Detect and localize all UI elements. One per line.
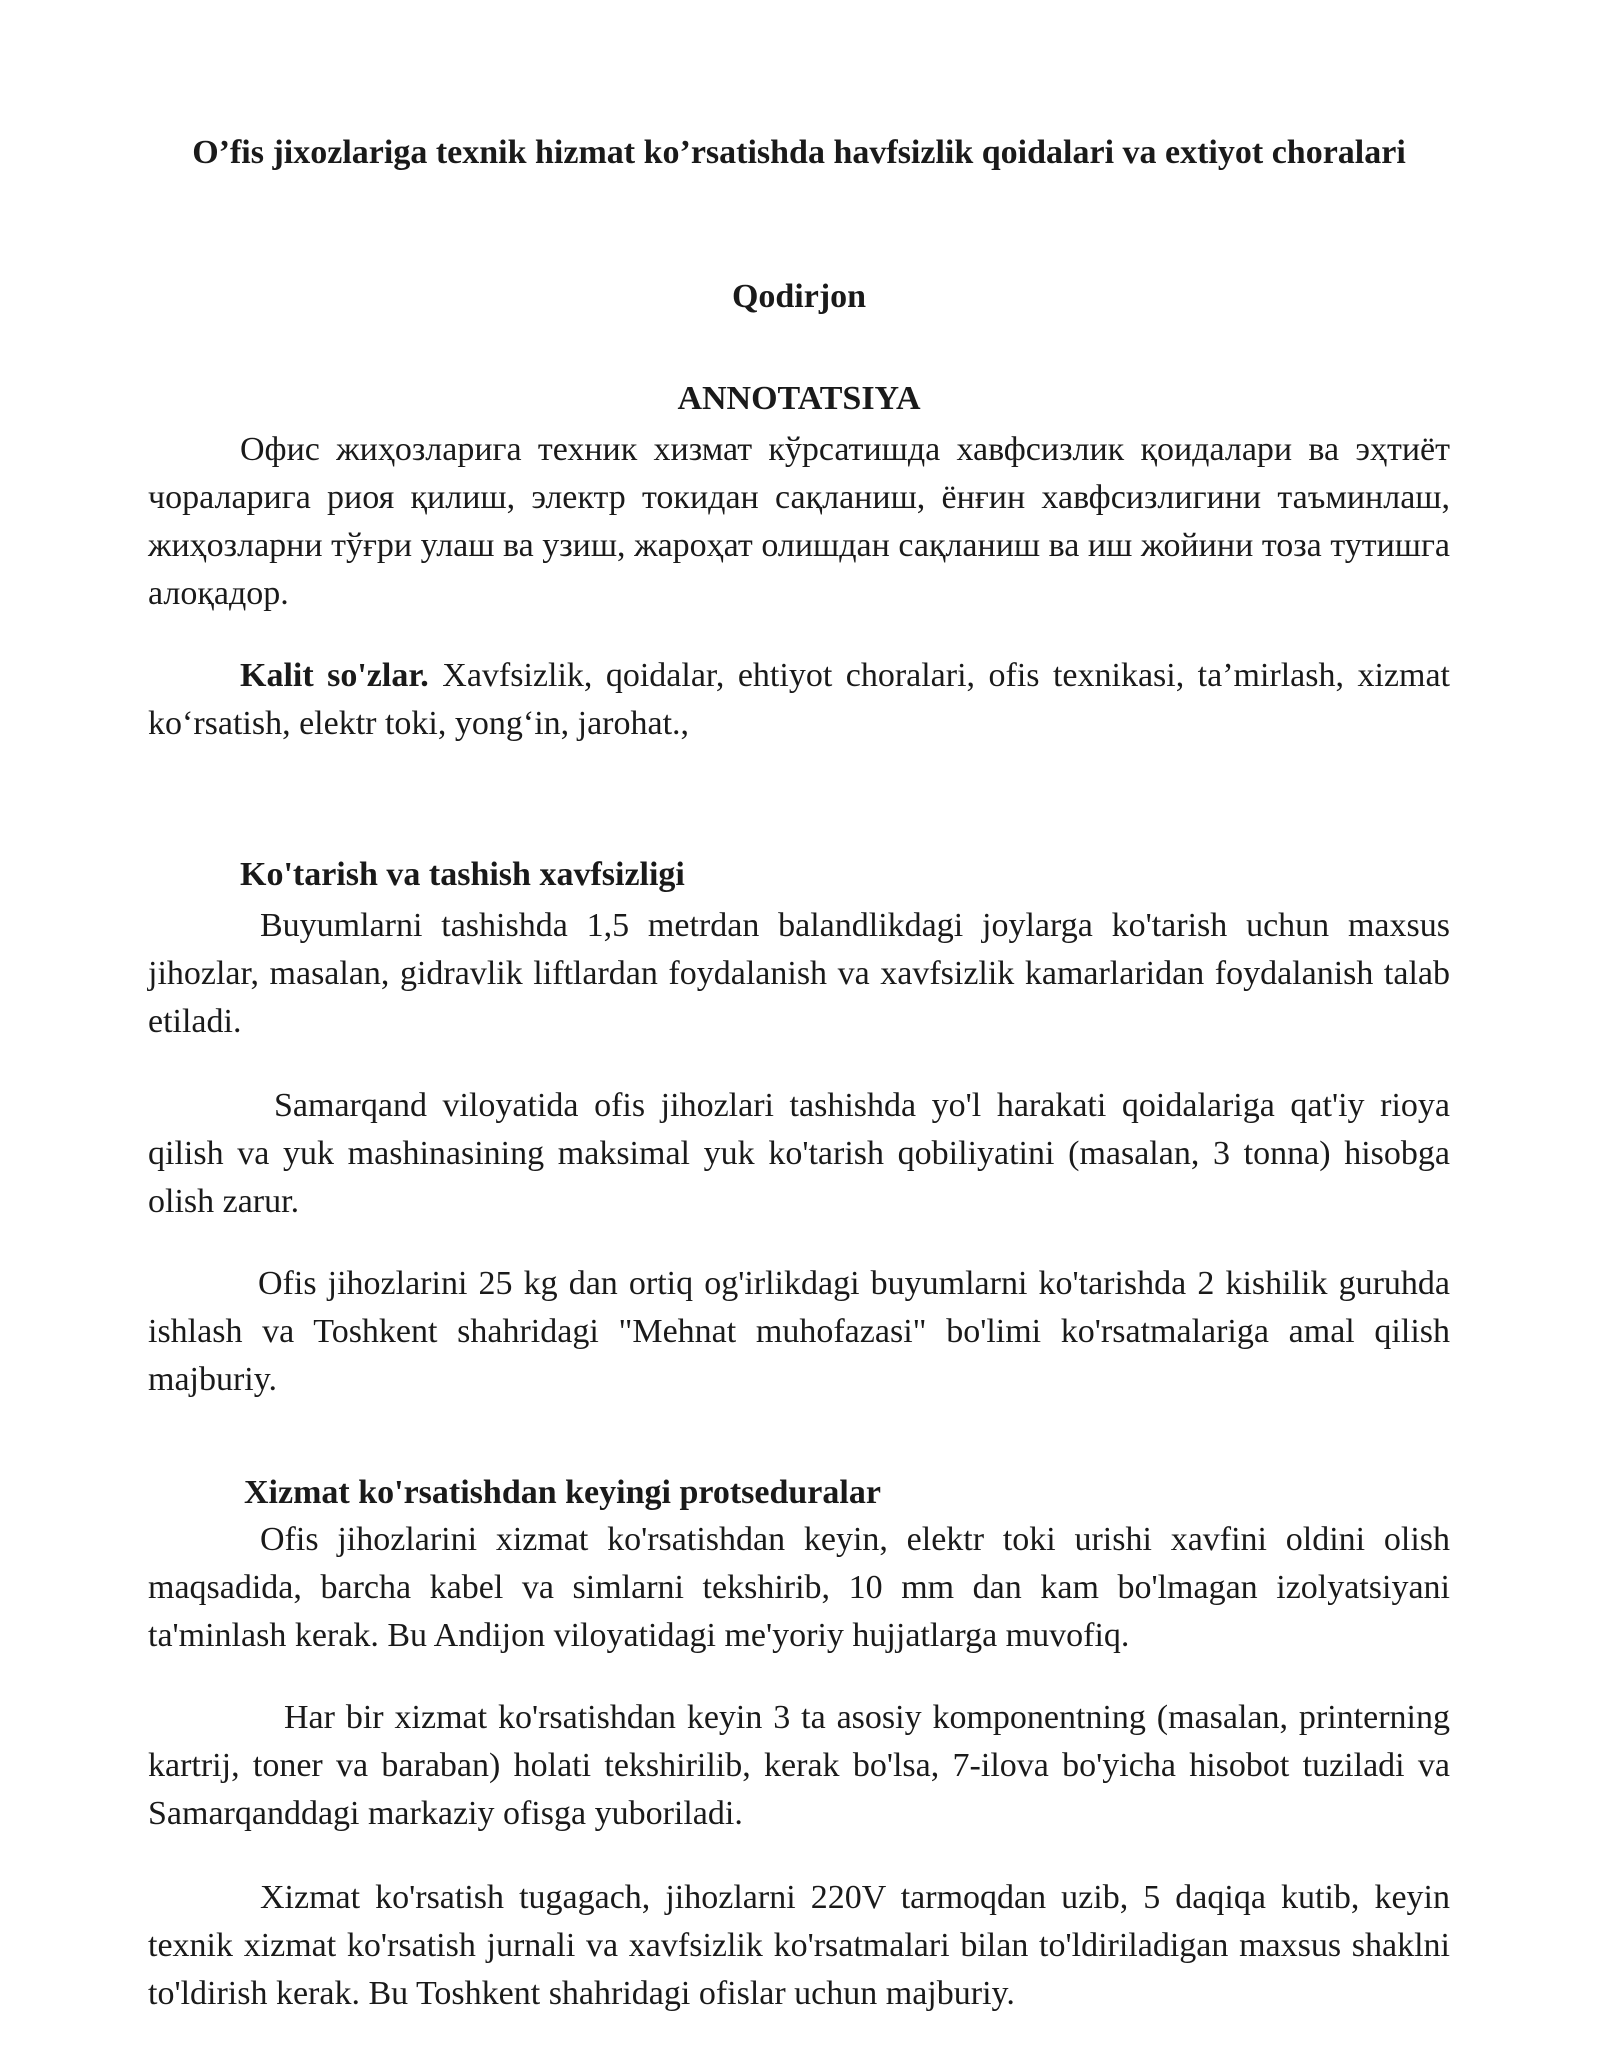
document-title: O’fis jixozlariga texnik hizmat ko’rsatishda havfsizlik qoidalari va extiyot choralari [192, 134, 1406, 171]
keywords-label: Kalit so'zlar. [240, 657, 429, 694]
paragraph: Har bir xizmat ko'rsatishdan keyin 3 ta asosiy komponentning (masalan, printerning kartrij, toner va baraban) holati tekshirilib, kerak bo'lsa, 7-ilova bo'yicha hisobot tuziladi va Samarqanddagi markaziy ofisga yuboriladi. [148, 1699, 1450, 1832]
paragraph: Ofis jihozlarini 25 kg dan ortiq og'irlikdagi buyumlarni ko'tarishda 2 kishilik guruhda ishlash va Toshkent shahridagi "Mehnat muhofazasi" bo'limi ko'rsatmalariga amal qilish majburiy. [148, 1265, 1450, 1398]
keywords-text: Xavfsizlik, qoidalar, ehtiyot choralari, ofis texnikasi, ta’mirlash, xizmat ko‘rsatish, elektr toki, yong‘in, jarohat., [148, 657, 1450, 742]
author-name: Qodirjon [731, 278, 867, 315]
section-heading-post-service: Xizmat ko'rsatishdan keyingi protseduralar [244, 1474, 881, 1511]
paragraph: Samarqand viloyatida ofis jihozlari tashishda yo'l harakati qoidalariga qat'iy rioya qilish va yuk mashinasining maksimal yuk ko'tarish qobiliyatini (masalan, 3 tonna) hisobga olish zarur. [148, 1087, 1450, 1220]
paragraph: Ofis jihozlarini xizmat ko'rsatishdan keyin, elektr toki urishi xavfini oldini olish maqsadida, barcha kabel va simlarni tekshirib, 10 mm dan kam bo'lmagan izolyatsiyani ta'minlash kerak. Bu Andijon viloyatidagi me'yoriy hujjatlarga muvofiq. [148, 1521, 1450, 1654]
annotation-text: Офис жиҳозларига техник хизмат кўрсатишда хавфсизлик қоидалари ва эҳтиёт чораларига риоя қилиш, электр токидан сақланиш, ёнғин хавфсизлигини таъминлаш, жиҳозларни тўғри улаш ва узиш, жароҳат олишдан сақланиш ва иш жойини тоза тутишга алоқадор. [148, 431, 1450, 612]
keywords-paragraph [148, 652, 1450, 748]
paragraph: Buyumlarni tashishda 1,5 metrdan balandlikdagi joylarga ko'tarish uchun maxsus jihozlar, masalan, gidravlik liftlardan foydalanish va xavfsizlik kamarlaridan foydalanish talab etiladi. [148, 907, 1450, 1040]
annotation-heading: ANNOTATSIYA [677, 380, 921, 417]
paragraph: Xizmat ko'rsatish tugagach, jihozlarni 220V tarmoqdan uzib, 5 daqiqa kutib, keyin texnik xizmat ko'rsatish jurnali va xavfsizlik ko'rsatmalari bilan to'ldiriladigan maxsus shaklni to'ldirish kerak. Bu Toshkent shahridagi ofislar uchun majburiy. [148, 1879, 1450, 2012]
section-heading-lifting: Ko'tarish va tashish xavfsizligi [240, 856, 685, 893]
